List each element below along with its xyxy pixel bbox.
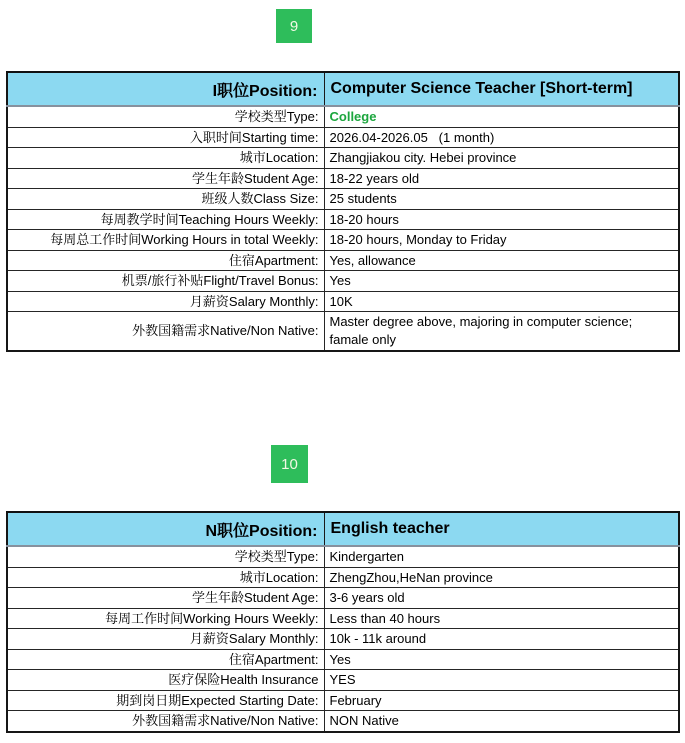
table-header-row — [7, 72, 679, 106]
row-label: 班级人数Class Size: — [7, 189, 324, 210]
row-value: ZhengZhou,HeNan province — [324, 567, 679, 588]
table-row — [7, 649, 679, 670]
table-body — [7, 546, 679, 732]
row-value: 25 students — [324, 189, 679, 210]
table-row — [7, 629, 679, 650]
position-header-value: Computer Science Teacher [Short-term] — [324, 72, 679, 106]
row-value: Yes — [324, 271, 679, 292]
table-row — [7, 711, 679, 732]
table-row — [7, 148, 679, 169]
table-row — [7, 312, 679, 351]
row-label: 住宿Apartment: — [7, 649, 324, 670]
row-value: 18-22 years old — [324, 168, 679, 189]
row-value: 3-6 years old — [324, 588, 679, 609]
table-row — [7, 608, 679, 629]
row-value: February — [324, 690, 679, 711]
table-row — [7, 670, 679, 691]
row-value: YES — [324, 670, 679, 691]
row-label: 每周总工作时间Working Hours in total Weekly: — [7, 230, 324, 251]
row-value: 18-20 hours — [324, 209, 679, 230]
row-value: College — [324, 106, 679, 127]
job-table-position-9 — [6, 71, 680, 352]
row-label: 每周工作时间Working Hours Weekly: — [7, 608, 324, 629]
row-value: Yes, allowance — [324, 250, 679, 271]
table-row — [7, 588, 679, 609]
row-label: 学生年龄Student Age: — [7, 588, 324, 609]
row-label: 每周教学时间Teaching Hours Weekly: — [7, 209, 324, 230]
row-value: Master degree above, majoring in computer science; famale only — [324, 312, 679, 351]
row-label: 机票/旅行补贴Flight/Travel Bonus: — [7, 271, 324, 292]
row-value: Yes — [324, 649, 679, 670]
row-label: 住宿Apartment: — [7, 250, 324, 271]
row-label: 城市Location: — [7, 567, 324, 588]
position-header-label: N职位Position: — [7, 512, 324, 546]
table-row — [7, 291, 679, 312]
row-value: 2026.04-2026.05 (1 month) — [324, 127, 679, 148]
table-row — [7, 546, 679, 567]
row-label: 城市Location: — [7, 148, 324, 169]
section-number-badge-10: 10 — [271, 445, 308, 483]
job-table-position-10 — [6, 511, 680, 733]
table-row — [7, 168, 679, 189]
table-row — [7, 690, 679, 711]
table-row — [7, 127, 679, 148]
section-number-badge-9: 9 — [276, 9, 312, 43]
table-body — [7, 106, 679, 351]
row-label: 医疗保险Health Insurance — [7, 670, 324, 691]
table-row — [7, 567, 679, 588]
table-row — [7, 230, 679, 251]
position-header-value: English teacher — [324, 512, 679, 546]
table-header-row — [7, 512, 679, 546]
table-row — [7, 189, 679, 210]
row-label: 学生年龄Student Age: — [7, 168, 324, 189]
row-label: 外教国籍需求Native/Non Native: — [7, 711, 324, 732]
row-value: Less than 40 hours — [324, 608, 679, 629]
row-value: 10k - 11k around — [324, 629, 679, 650]
row-value: Kindergarten — [324, 546, 679, 567]
row-label: 学校类型Type: — [7, 546, 324, 567]
table-row — [7, 250, 679, 271]
table-row — [7, 271, 679, 292]
row-label: 入职时间Starting time: — [7, 127, 324, 148]
row-label: 期到岗日期Expected Starting Date: — [7, 690, 324, 711]
position-header-label: I职位Position: — [7, 72, 324, 106]
table-row — [7, 209, 679, 230]
row-value: Zhangjiakou city. Hebei province — [324, 148, 679, 169]
row-value: 18-20 hours, Monday to Friday — [324, 230, 679, 251]
row-label: 月薪资Salary Monthly: — [7, 629, 324, 650]
row-label: 外教国籍需求Native/Non Native: — [7, 312, 324, 351]
row-value: 10K — [324, 291, 679, 312]
row-label: 学校类型Type: — [7, 106, 324, 127]
row-label: 月薪资Salary Monthly: — [7, 291, 324, 312]
row-value: NON Native — [324, 711, 679, 732]
table-row — [7, 106, 679, 127]
